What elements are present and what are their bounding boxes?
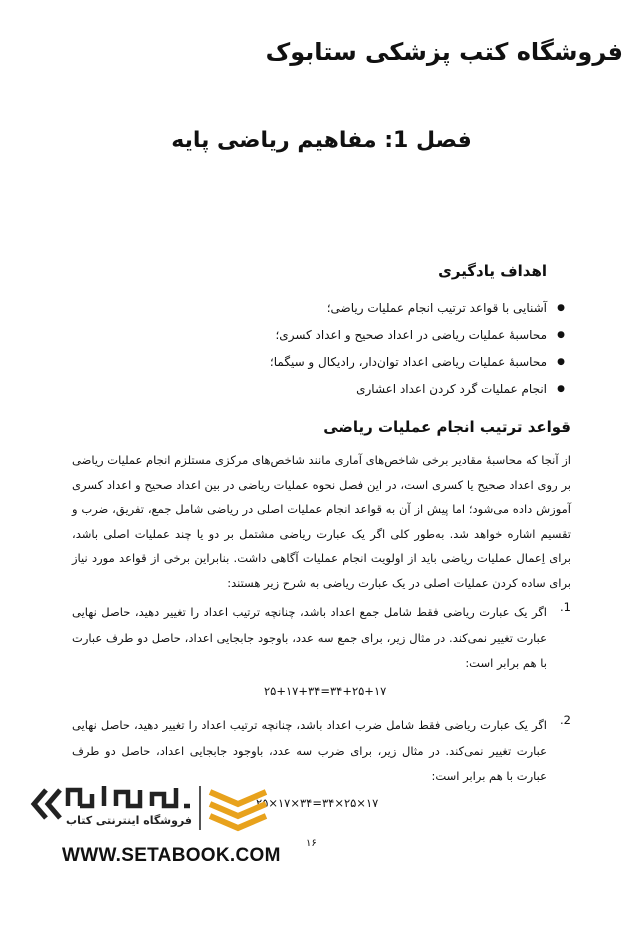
rule-text: اگر یک عبارت ریاضی فقط شامل جمع اعداد باشد، چنانچه ترتیب اعداد را تغییر دهید، حاصل نهایی عبارت تغییر نمی‌کند. در مثال زیر، برای جمع سه عدد، باوجود جابجایی اعداد، حاصل دو طرف عبارت با هم برابر است: [72,605,547,670]
equation-addition: ۲۵+۱۷+۳۴=۳۴+۲۵+۱۷ [264,684,387,698]
objective-item: ● آشنایی با قواعد ترتیب انجام عملیات ریاضی؛ [80,295,565,322]
logo-chevron-icon [28,784,64,824]
section-heading: قواعد ترتیب انجام عملیات ریاضی [323,418,571,436]
logo-wordmark [64,780,194,812]
logo-divider [199,786,201,830]
rule-text: اگر یک عبارت ریاضی فقط شامل ضرب اعداد باشد، چنانچه ترتیب اعداد را تغییر دهید، حاصل نهایی عبارت تغییر نمی‌کند. در مثال زیر، برای ضرب سه عدد، باوجود جابجایی اعداد، حاصل دو طرف عبارت با هم برابر است: [72,718,547,783]
objective-item: ● محاسبهٔ عملیات ریاضی در اعداد صحیح و اعداد کسری؛ [80,322,565,349]
objectives-heading: اهداف یادگیری [438,262,547,280]
rule-number: 1. [560,600,571,614]
objective-item: ● انجام عملیات گرد کردن اعداد اعشاری [80,376,565,403]
objectives-list [80,295,565,403]
page-number: ۱۶ [306,838,317,849]
website-url: WWW.SETABOOK.COM [62,845,281,866]
book-stack-icon [206,784,270,834]
equation-multiplication: ۲۵×۱۷×۳۴=۳۴×۲۵×۱۷ [256,796,379,810]
intro-paragraph: از آنجا که محاسبهٔ مقادیر برخی شاخص‌های آماری مانند شاخص‌های مرکزی مستلزم انجام عملیات ریاضی بر روی اعداد صحیح یا کسری است، در این فصل نحوه عملیات ریاضی در بین اعداد صحیح و اعداد کسری آموزش داده می‌شود؛ اما پیش از آن به قواعد انجام عملیات اصلی در ریاضی شامل جمع، تفریق، ضرب و تقسیم اشاره خواهد شد. به‌طور کلی اگر یک عبارت ریاضی مشتمل بر دو یا چند عملیات اصلی باشد، برای اِعمال عملیات ریاضی باید از اولویت انجام عملیات آگاهی داشت. بنابراین برخی از قواعد مورد نیاز برای ساده کردن عملیات اصلی در یک عبارت ریاضی به شرح زیر هستند: [72,453,571,590]
chapter-title: فصل 1: مفاهیم ریاضی پایه [171,128,472,153]
rule-number: 2. [560,713,571,727]
rule-item-1 [72,600,571,677]
header-title: فروشگاه کتب پزشکی ستابوک [265,38,623,66]
objective-item: ● محاسبهٔ عملیات ریاضی اعداد توان‌دار، رادیکال و سیگما؛ [80,349,565,376]
logo-tagline: فروشگاه اینترنتی کتاب [66,814,192,827]
rule-item-2 [72,713,571,790]
